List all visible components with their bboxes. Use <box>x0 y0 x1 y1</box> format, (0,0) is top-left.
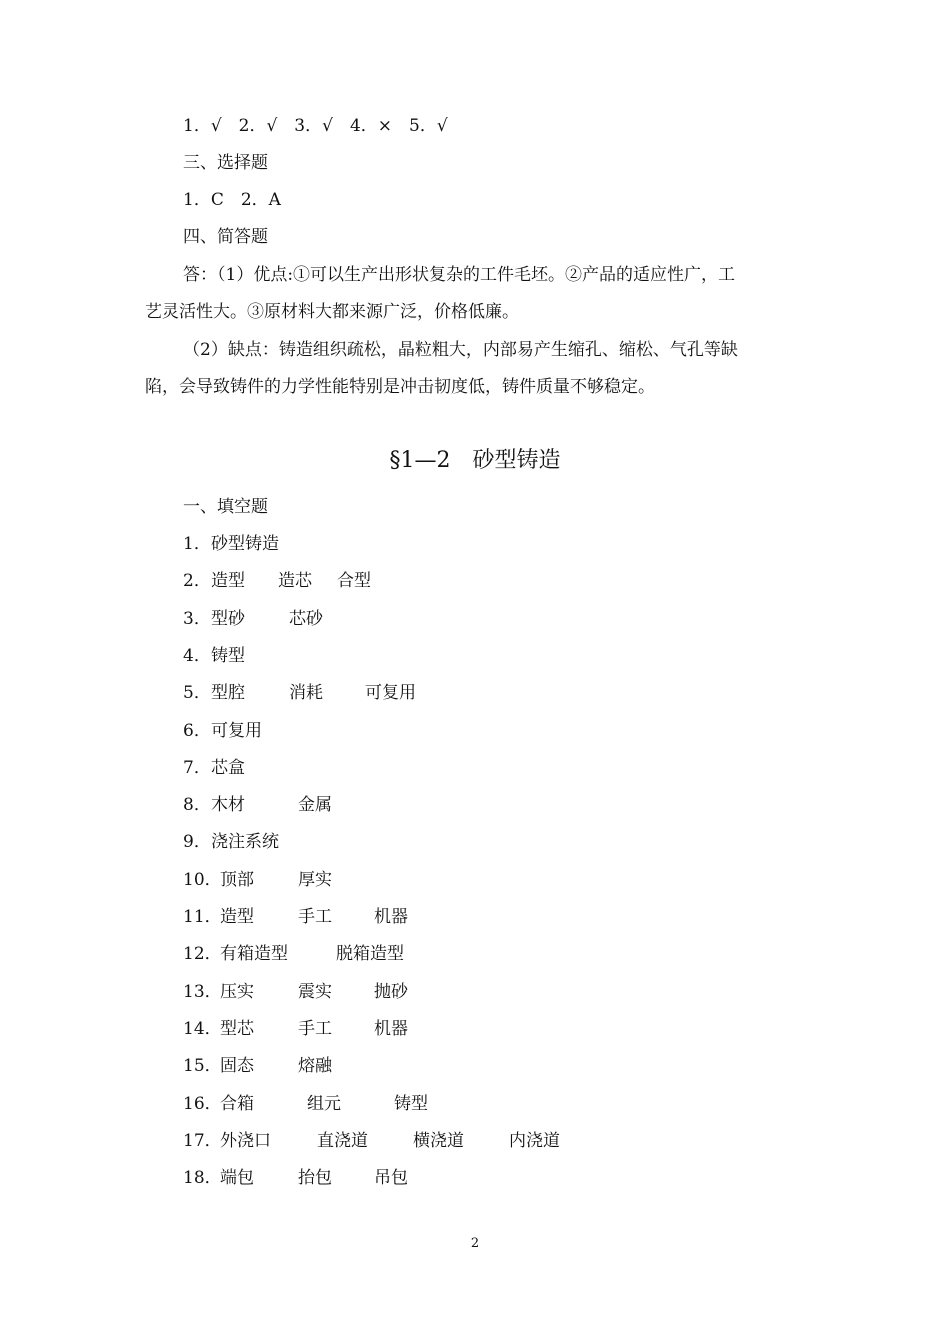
fill-answer-number: 11． <box>183 907 222 927</box>
fill-answer-item: 抬包 <box>298 1168 332 1189</box>
fill-answer-item: 可复用 <box>211 720 262 741</box>
fill-answer-number: 12． <box>183 944 222 965</box>
fill-answer-number: 13． <box>183 981 222 1002</box>
fill-answer-item: 浇注系统 <box>211 832 279 853</box>
fill-answer-number: 14． <box>183 1018 222 1039</box>
fill-answer-item: 脱箱造型 <box>336 944 404 965</box>
fill-answer-item: 型芯 <box>220 1018 254 1039</box>
short-answer-heading: 四、简答题 <box>183 227 268 247</box>
fill-answer-item: 造型 <box>211 571 245 592</box>
fill-answer-item: 型腔 <box>211 683 245 704</box>
answer-line-4: 陷，会导致铸件的力学性能特别是冲击韧度低，铸件质量不够稳定。 <box>145 377 655 397</box>
fill-answer-item: 手工 <box>298 907 332 927</box>
fill-heading: 一、填空题 <box>183 497 268 517</box>
fill-answer-number: 3． <box>183 608 211 629</box>
fill-answer-number: 1． <box>183 534 211 554</box>
fill-answer-item: 直浇道 <box>317 1130 368 1151</box>
fill-answer-number: 10． <box>183 869 222 890</box>
fill-answer-item: 造型 <box>220 907 254 927</box>
fill-answer-number: 18． <box>183 1168 222 1189</box>
choice-heading: 三、选择题 <box>183 153 268 173</box>
fill-answer-item: 消耗 <box>289 683 323 704</box>
fill-answer-item: 横浇道 <box>413 1130 464 1151</box>
judgement-answers: 1．√ 2．√ 3．√ 4．× 5．√ <box>183 116 448 136</box>
fill-answer-item: 机器 <box>374 1018 408 1039</box>
fill-answer-item: 砂型铸造 <box>211 534 279 554</box>
answer-line-3: （2）缺点：铸造组织疏松，晶粒粗大，内部易产生缩孔、缩松、气孔等缺 <box>183 340 738 360</box>
fill-answer-item: 造芯 <box>278 571 312 592</box>
fill-answer-item: 固态 <box>220 1056 254 1077</box>
section-title: §1—2 砂型铸造 <box>389 448 561 473</box>
answer-line-2: 艺灵活性大。③原材料大都来源广泛，价格低廉。 <box>145 302 519 322</box>
choice-answers: 1．C 2．A <box>183 190 281 210</box>
fill-answer-item: 铸型 <box>211 645 245 666</box>
fill-answer-item: 抛砂 <box>374 981 408 1002</box>
fill-answer-item: 外浇口 <box>220 1130 271 1151</box>
fill-answer-item: 芯砂 <box>289 608 323 629</box>
fill-answer-number: 4． <box>183 645 211 666</box>
fill-answer-number: 17． <box>183 1130 222 1151</box>
fill-answer-item: 合型 <box>337 571 371 592</box>
fill-answer-item: 机器 <box>374 907 408 927</box>
fill-answer-item: 型砂 <box>211 608 245 629</box>
fill-answer-item: 芯盒 <box>211 757 245 778</box>
fill-answer-item: 金属 <box>298 795 332 816</box>
fill-answer-number: 6． <box>183 720 211 741</box>
fill-answer-item: 手工 <box>298 1018 332 1039</box>
fill-answer-item: 端包 <box>220 1168 254 1189</box>
fill-answer-item: 有箱造型 <box>220 944 288 965</box>
fill-answer-item: 顶部 <box>220 869 254 890</box>
fill-answer-number: 8． <box>183 795 211 816</box>
fill-answer-item: 熔融 <box>298 1056 332 1077</box>
fill-answer-number: 7． <box>183 757 211 778</box>
fill-answer-item: 厚实 <box>298 869 332 890</box>
fill-answer-item: 合箱 <box>220 1093 254 1114</box>
fill-answer-item: 铸型 <box>394 1093 428 1114</box>
answer-line-1: 答：（1）优点:①可以生产出形状复杂的工件毛坯。②产品的适应性广，工 <box>183 265 736 285</box>
fill-answer-number: 16． <box>183 1093 222 1114</box>
fill-answer-item: 压实 <box>220 981 254 1002</box>
fill-answer-item: 组元 <box>307 1093 341 1114</box>
page-number: 2 <box>470 1236 480 1251</box>
fill-answer-item: 木材 <box>211 795 245 816</box>
fill-answer-item: 震实 <box>298 981 332 1002</box>
fill-answer-number: 9． <box>183 832 211 853</box>
fill-answer-item: 可复用 <box>365 683 416 704</box>
fill-answer-item: 内浇道 <box>509 1130 560 1151</box>
fill-answer-number: 2． <box>183 571 211 592</box>
fill-answer-number: 5． <box>183 683 211 704</box>
fill-answer-number: 15． <box>183 1056 222 1077</box>
fill-answer-item: 吊包 <box>374 1168 408 1189</box>
